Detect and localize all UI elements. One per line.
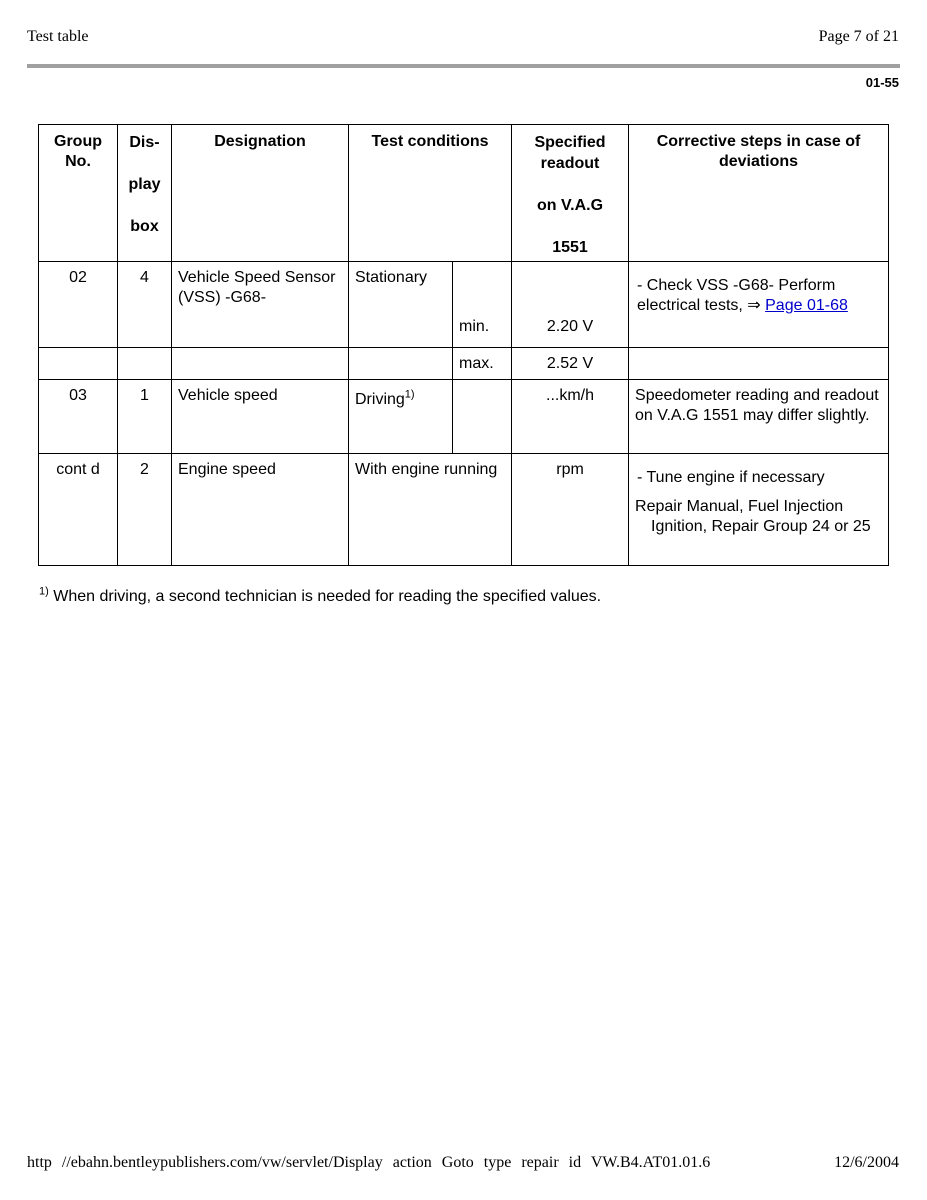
header-corrective-steps: Corrective steps in case of deviations <box>629 125 889 262</box>
table-row <box>39 348 889 380</box>
cell-limit: max. <box>453 348 512 380</box>
cell-empty <box>39 348 118 380</box>
table-row <box>39 262 889 348</box>
cell-designation: Vehicle speed <box>172 380 349 454</box>
condition-text: Driving <box>355 391 405 408</box>
header-readout-line3: on V.A.G <box>536 197 604 214</box>
header-group-no <box>39 125 118 262</box>
cell-empty <box>118 348 172 380</box>
footer-url: http //ebahn.bentleypublishers.com/vw/servlet/Display action Goto type repair id VW.B4.AT01.01.6 <box>27 1154 711 1171</box>
header-display-box <box>118 125 172 262</box>
footnote-text: When driving, a second technician is needed for reading the specified values. <box>53 588 602 605</box>
cell-group: cont d <box>39 454 118 566</box>
header-specified-readout <box>512 125 629 262</box>
cell-readout: 2.20 V <box>512 262 629 348</box>
cell-corrective: Speedometer reading and readout on V.A.G 1551 may differ slightly. <box>629 380 889 454</box>
cell-empty <box>629 348 889 380</box>
cell-corrective <box>629 262 889 348</box>
table-header-row <box>39 125 889 262</box>
cell-readout: ...km/h <box>512 380 629 454</box>
header-group-no-line2: No. <box>65 153 91 170</box>
header-readout-line4: 1551 <box>552 239 588 256</box>
table-row <box>39 380 889 454</box>
header-display-box-line3: box <box>130 218 159 235</box>
cell-display-box: 1 <box>118 380 172 454</box>
test-table <box>38 124 889 566</box>
footnote-marker: 1) <box>39 585 49 598</box>
footnote <box>39 585 602 606</box>
cell-display-box: 4 <box>118 262 172 348</box>
cell-test-condition: With engine running <box>349 454 512 566</box>
header-display-box-line1: Dis- <box>129 134 160 151</box>
corrective-line: Repair Manual, Fuel Injection <box>635 498 844 515</box>
corrective-line: - Tune engine if necessary <box>637 469 825 486</box>
header-display-box-line2: play <box>128 176 161 193</box>
cell-empty <box>172 348 349 380</box>
cell-group: 02 <box>39 262 118 348</box>
corrective-line: Ignition, Repair Group 24 or 25 <box>651 518 871 535</box>
cell-group: 03 <box>39 380 118 454</box>
cell-readout: rpm <box>512 454 629 566</box>
cell-empty <box>453 380 512 454</box>
cell-readout: 2.52 V <box>512 348 629 380</box>
corrective-text: - Check VSS -G68- Perform electrical tests, ⇒ <box>637 277 836 314</box>
header-divider <box>27 64 900 68</box>
cell-corrective <box>629 454 889 566</box>
cell-designation: Engine speed <box>172 454 349 566</box>
cell-display-box: 2 <box>118 454 172 566</box>
cell-test-condition: Stationary <box>349 262 453 348</box>
header-readout-line1: Specified <box>534 134 606 151</box>
header-group-no-line1: Group <box>54 133 102 150</box>
page-01-68-link[interactable]: Page 01-68 <box>765 297 848 314</box>
footnote-ref: 1) <box>404 388 415 401</box>
footer-date: 12/6/2004 <box>834 1154 899 1171</box>
cell-limit: min. <box>453 262 512 348</box>
header-test-conditions: Test conditions <box>349 125 512 262</box>
cell-empty <box>349 348 453 380</box>
section-code: 01-55 <box>865 75 899 90</box>
cell-designation: Vehicle Speed Sensor (VSS) -G68- <box>172 262 349 348</box>
page-title: Test table <box>27 28 89 45</box>
header-readout-line2: readout <box>540 155 600 172</box>
page-number: Page 7 of 21 <box>818 28 899 45</box>
cell-test-condition <box>349 380 453 454</box>
table-row <box>39 454 889 566</box>
header-designation: Designation <box>172 125 349 262</box>
